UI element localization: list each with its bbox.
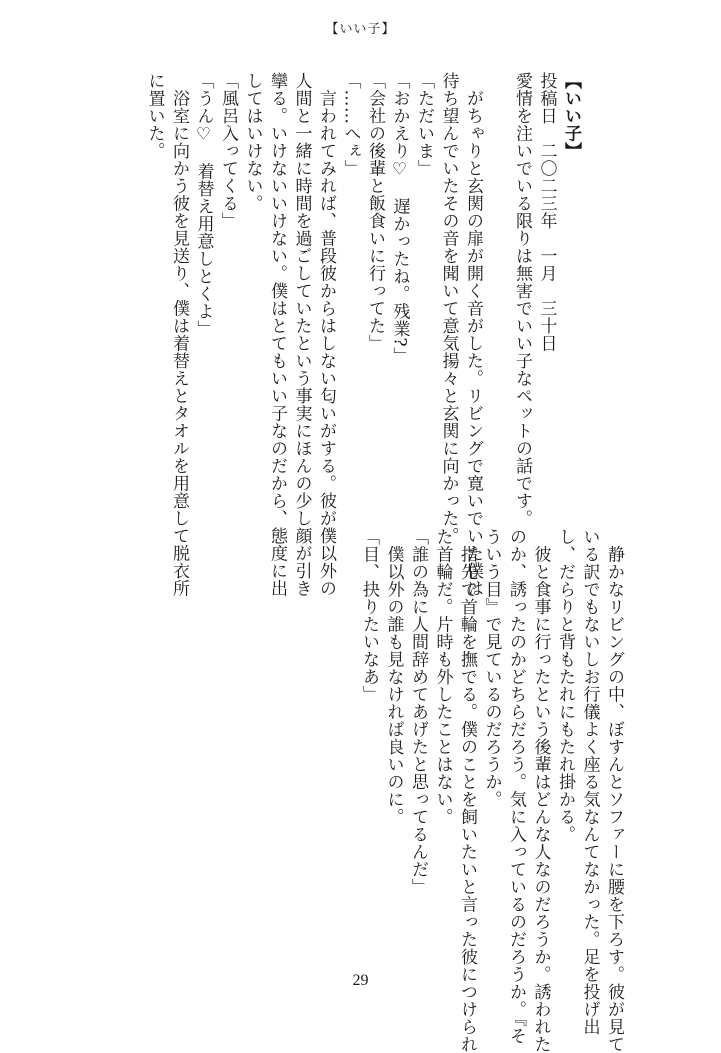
text-line: 「うん♡ 着替え用意しとくよ」	[193, 72, 214, 338]
text-line: ういう目』で見ているのだろうか。	[481, 528, 502, 808]
text-line: 人間と一緒に時間を過ごしていたという事実にほんの少し顔が引き	[291, 72, 312, 597]
text-line: 「……へぇ」	[340, 72, 361, 177]
text-line: し、だらりと背もたれにもたれ掛かる。	[555, 528, 575, 843]
text-line: 僕以外の誰も見なければ良いのに。	[383, 528, 404, 826]
text-line: た首輪だ。片時も外したことはない。	[432, 528, 453, 826]
text-line: 静かなリビングの中、ぼすんとソファーに腰を下ろす。彼が見て	[604, 528, 624, 1053]
text-line: 待ち望んでいたその音を聞いて意気揚々と玄関に向かった。	[438, 72, 459, 545]
text-line: 指先で首輪を撫でる。僕のことを飼いたいと言った彼につけられ	[457, 528, 477, 1053]
running-head: 【いい子】	[325, 22, 396, 37]
story-header-and-opening	[133, 72, 583, 597]
page-number: 29	[352, 972, 369, 989]
text-line: 「誰の為に人間辞めてあげたと思ってるんだ」	[408, 528, 428, 896]
text-line: 攣る。いけないいけない。僕はとてもいい子なのだから、態度に出	[267, 72, 287, 597]
text-line: に置いた。	[144, 72, 165, 160]
text-line: 言われてみれば、普段彼からはしない匂いがする。彼が僕以外の	[316, 72, 336, 597]
blank-line	[485, 72, 510, 497]
text-line: 「会社の後輩と飯食いに行ってた」	[365, 72, 385, 352]
story-title: 【いい子】	[561, 72, 581, 160]
text-line: 彼と食事に行ったという後輩はどんな人なのだろうか。誘われた	[530, 528, 551, 1053]
text-line: がちゃりと玄関の扉が開く音がした。リビングで寛いでいた僕は	[463, 72, 483, 597]
text-line: してはいけない。	[242, 72, 263, 212]
text-line: 浴室に向かう彼を見送り、僕は着替えとタオルを用意して脱衣所	[169, 72, 189, 597]
text-line: いる訳でもないしお行儀よく座る気なんてなかった。足を投げ出	[579, 528, 600, 1036]
text-line: 「目、抉りたいなあ」	[359, 528, 379, 703]
text-line: 「ただいま」	[414, 72, 434, 177]
story-summary: 愛情を注いでいる限りは無害でいい子なペットの話です。	[512, 72, 532, 527]
text-line: のか、誘ったのかどちらだろう。気に入っているのだろうか。『そ	[506, 528, 526, 1045]
post-date: 投稿日 二〇二三年 一月 三十日	[536, 72, 557, 352]
text-line: 「風呂入ってくる」	[218, 72, 238, 230]
text-line: 「おかえり♡ 遅かったね。残業?」	[389, 72, 410, 365]
